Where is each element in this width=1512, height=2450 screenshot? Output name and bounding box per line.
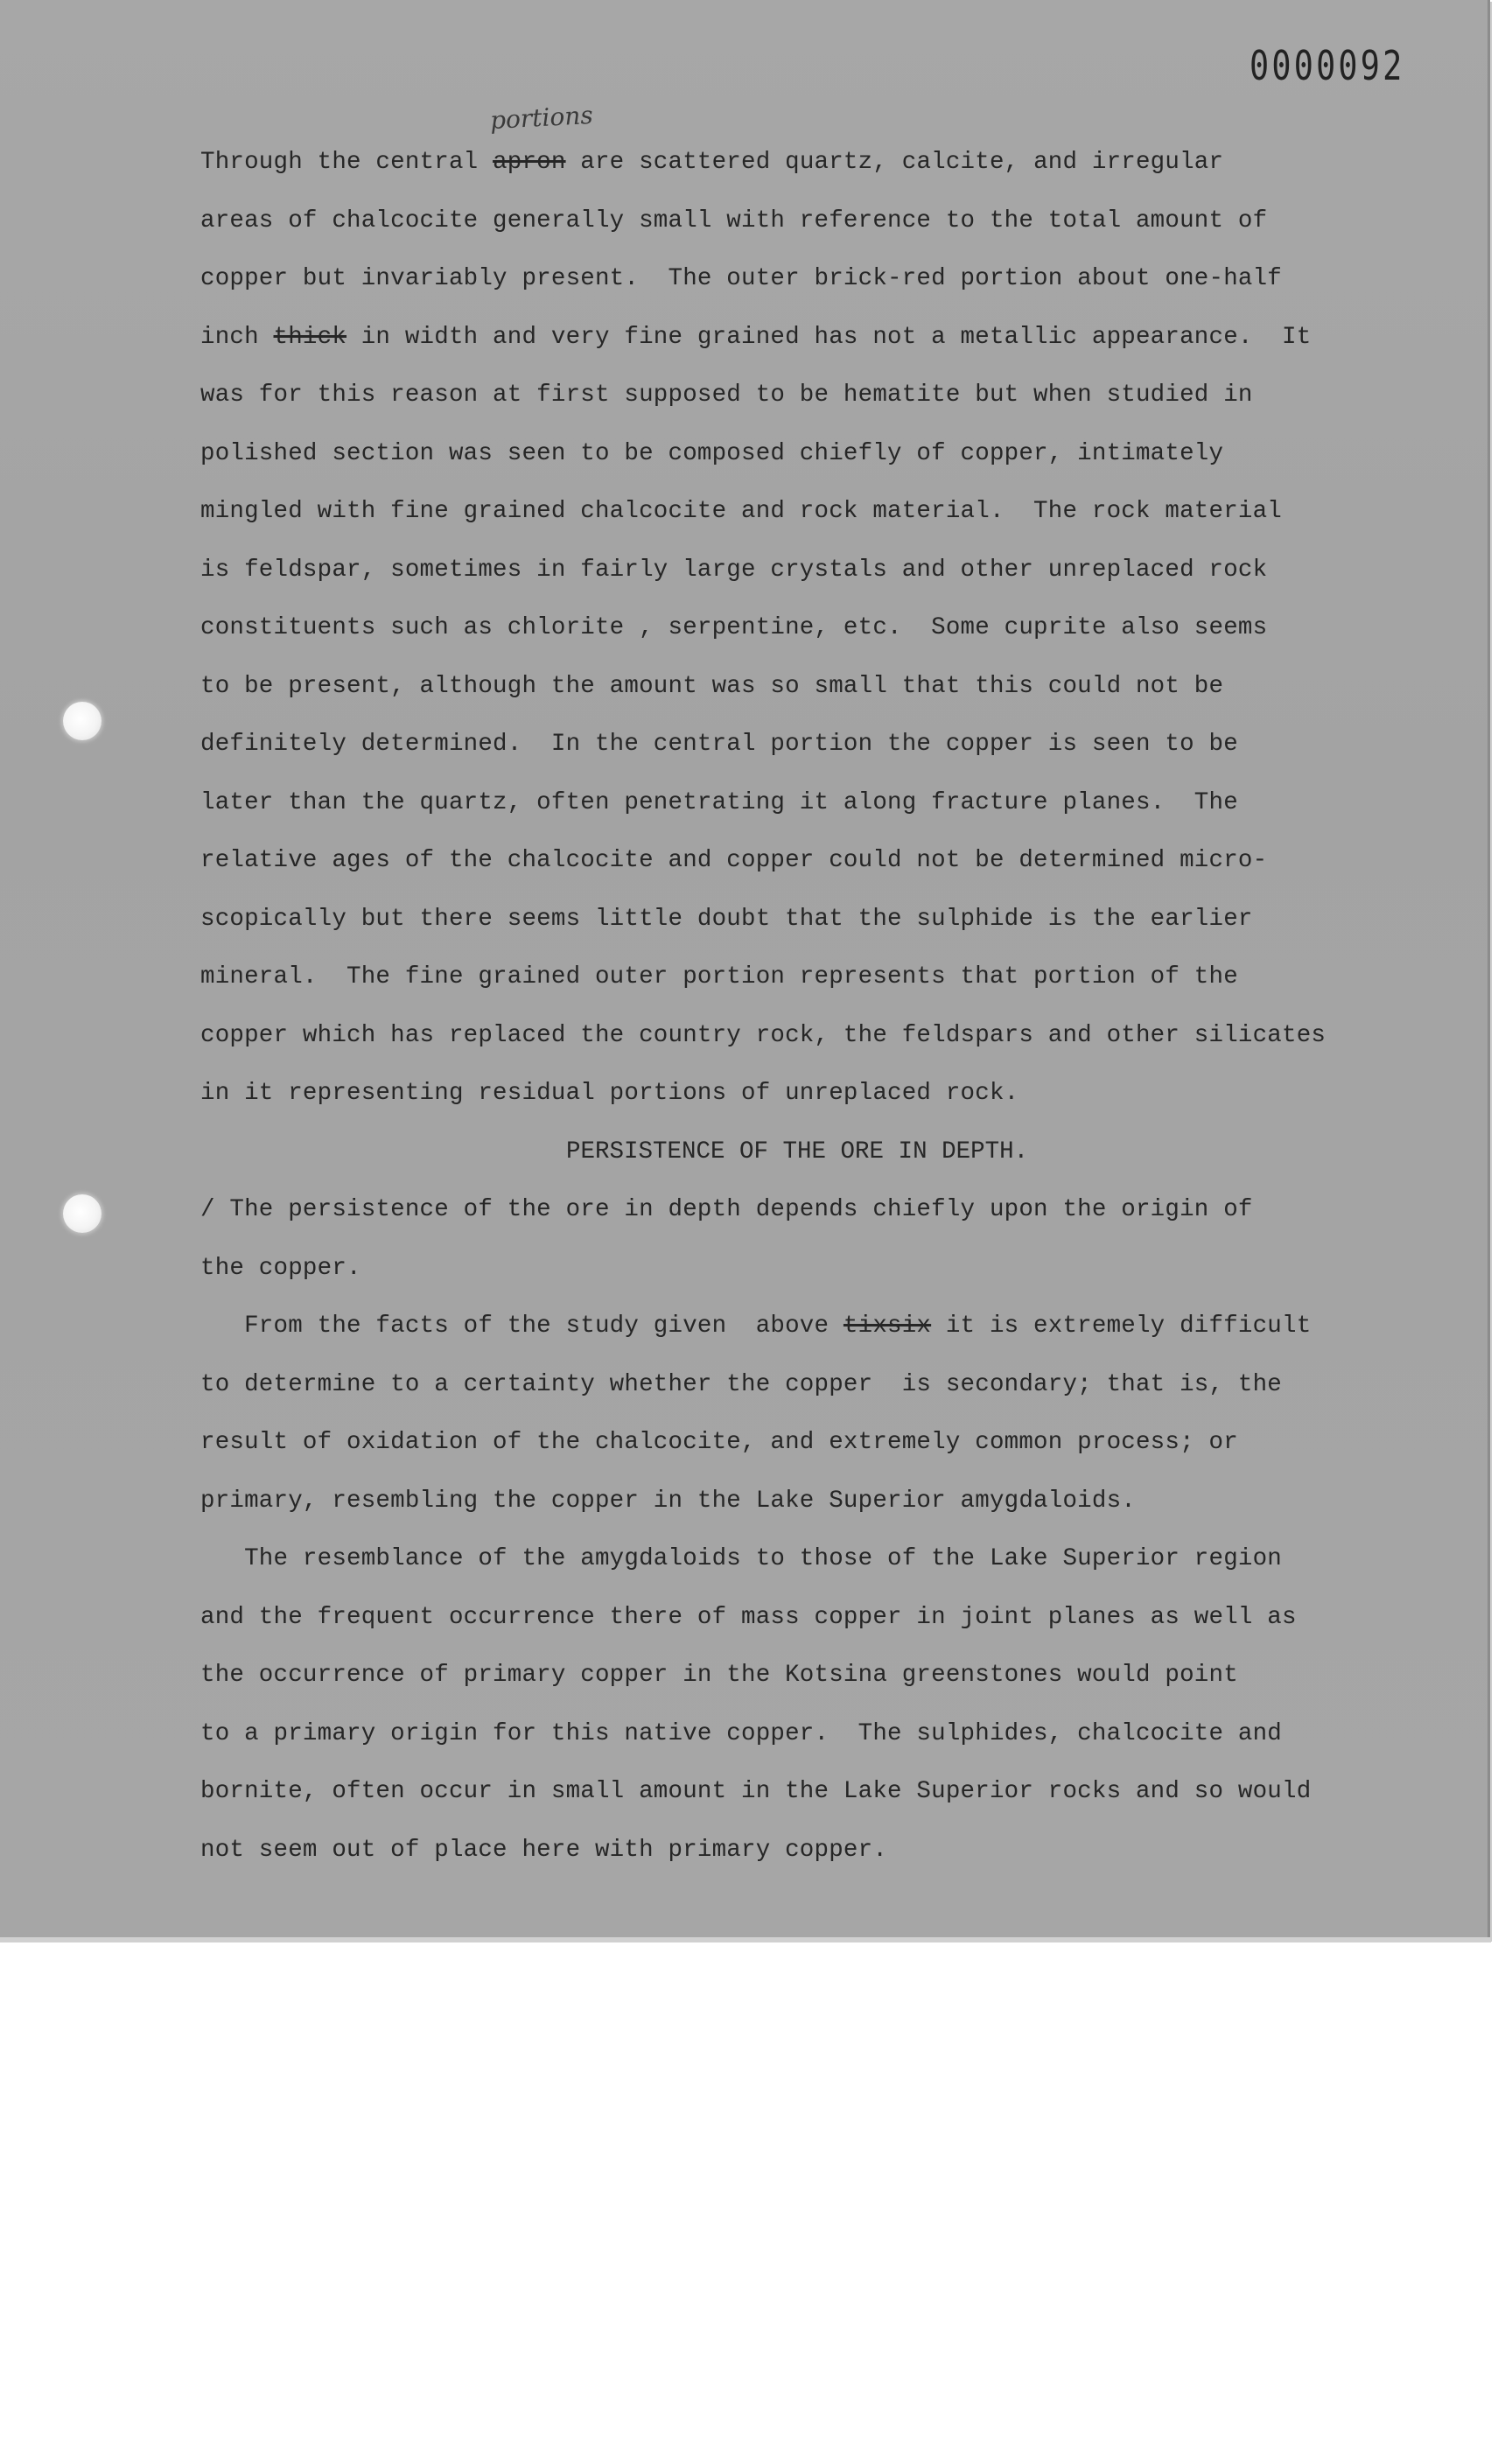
text-line: and the frequent occurrence there of mass copper in joint planes as well as [200,1603,1297,1631]
punch-hole-lower [63,1194,102,1233]
section-heading: PERSISTENCE OF THE ORE IN DEPTH. [566,1138,1029,1166]
text-line: was for this reason at first supposed to be hematite but when studied in [200,382,1253,409]
text-line: to be present, although the amount was so small that this could not be [200,672,1224,700]
page-number: 0000092 [1250,42,1405,89]
text-line: in it representing residual portions of unreplaced rock. [200,1080,1019,1107]
text-line: mingled with fine grained chalcocite and rock material. The rock material [200,498,1282,525]
struck-word: tixsix [843,1312,932,1340]
typed-text-body [200,142,1347,1887]
text-line: areas of chalcocite generally small with reference to the total amount of [200,206,1268,234]
text-line: not seem out of place here with primary copper. [200,1836,888,1864]
text-line: is feldspar, sometimes in fairly large crystals and other unreplaced rock [200,556,1268,584]
scan-edge [0,1937,1491,1942]
text-line: to a primary origin for this native copper. The sulphides, chalcocite and [200,1719,1282,1747]
text-line: mineral. The fine grained outer portion represents that portion of the [200,963,1238,990]
struck-word: thick [273,323,347,351]
text-line: / The persistence of the ore in depth depends chiefly upon the origin of [200,1196,1253,1223]
text-line: Through the central apron are scattered quartz, calcite, and irregular [200,149,1224,176]
text-line: constituents such as chlorite , serpentine, etc. Some cuprite also seems [200,614,1268,641]
text-line: polished section was seen to be composed chiefly of copper, intimately [200,439,1224,467]
text-line: later than the quartz, often penetrating it along fracture planes. The [200,788,1238,816]
text-line: definitely determined. In the central portion the copper is seen to be [200,731,1238,758]
text-line: The resemblance of the amygdaloids to those of the Lake Superior region [200,1545,1282,1572]
struck-word: apron [493,149,566,176]
handwritten-annotation: portions [489,100,594,136]
text-line: result of oxidation of the chalcocite, and extremely common process; or [200,1429,1238,1456]
text-line: bornite, often occur in small amount in the Lake Superior rocks and so would [200,1778,1312,1805]
text-line: relative ages of the chalcocite and copper could not be determined micro- [200,847,1268,874]
text-line: the occurrence of primary copper in the Kotsina greenstones would point [200,1662,1238,1689]
punch-hole-upper [63,702,102,740]
text-line: inch thick in width and very fine grained has not a metallic appearance. It [200,323,1312,351]
text-line: to determine to a certainty whether the copper is secondary; that is, the [200,1370,1282,1398]
text-line: copper which has replaced the country rock, the feldspars and other silicates [200,1021,1326,1049]
text-line: primary, resembling the copper in the Lake Superior amygdaloids. [200,1487,1136,1515]
text-line: the copper. [200,1254,361,1282]
text-line: scopically but there seems little doubt that the sulphide is the earlier [200,905,1253,933]
text-line: From the facts of the study given above tixsix it is extremely difficult [200,1312,1312,1340]
text-line: copper but invariably present. The outer brick-red portion about one-half [200,265,1282,292]
